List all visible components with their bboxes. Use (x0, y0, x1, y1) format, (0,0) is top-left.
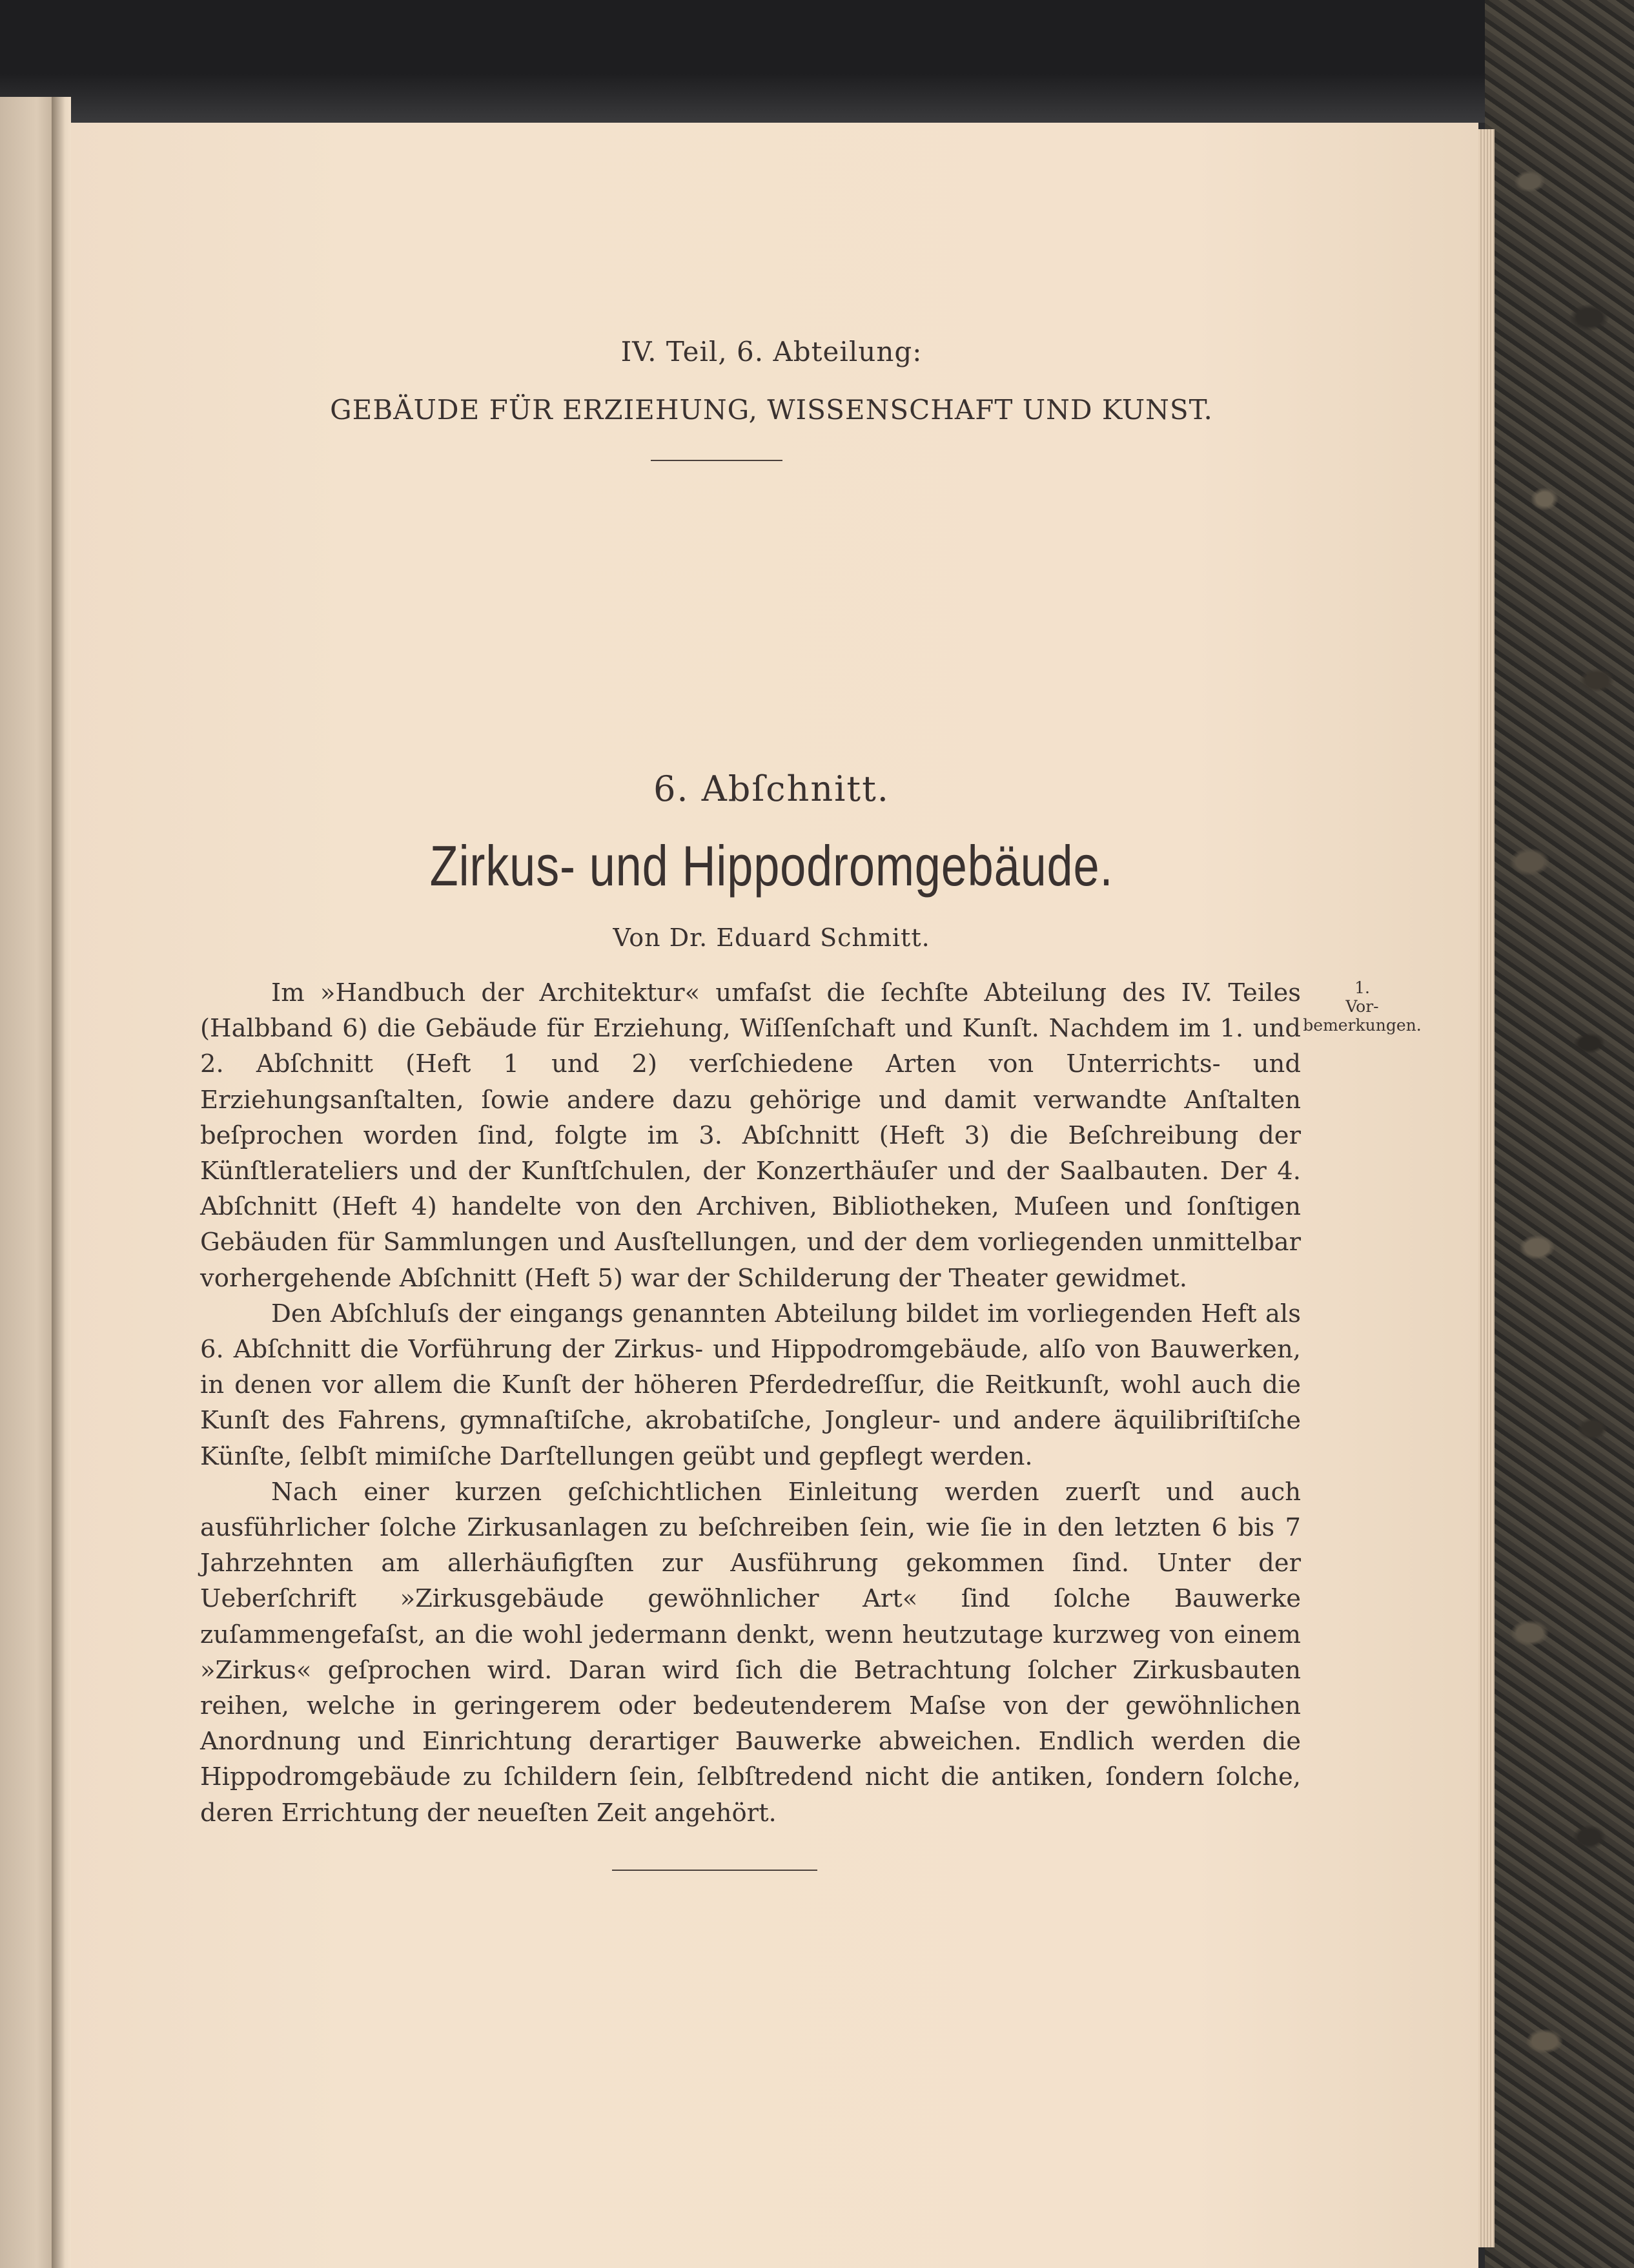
chapter-title: Zirkus- und Hippodromgebäude. (429, 834, 1114, 898)
header-rule (651, 460, 782, 461)
margin-note-label-2: bemerkungen. (1303, 1016, 1422, 1035)
margin-note-label-1: Vor- (1345, 997, 1379, 1016)
author-line (65, 923, 1478, 952)
body-text (200, 975, 1301, 1831)
closing-rule (612, 1870, 817, 1871)
paragraph-3: Nach einer kurzen geſchichtlichen Einleitung werden zuerſt und auch ausführlicher ſolche Zirkusanlagen zu beſchreiben ſein, wie ſie in den letzten 6 bis 7 Jahrzehnten am allerhäufigſten zur Ausführung gekommen ſind. Unter der Ueberſchrift »Zirkusgebäude gewöhnlicher Art« ſind ſolche Bauwerke zuſammengefaſst, an die wohl jedermann denkt, wenn heutzutage kurzweg von einem »Zirkus« geſprochen wird. Daran wird ſich die Betrachtung ſolcher Zirkusbauten reihen, welche in geringerem oder bedeutenderem Maſse von der gewöhnlichen Anordnung und Einrichtung derartiger Bauwerke abweichen. Endlich werden die Hippodromgebäude zu ſchildern ſein, ſelbſtredend nicht die antiken, ſondern ſolche, deren Errichtung der neueſten Zeit angehört. (200, 1477, 1301, 1828)
part-heading: IV. Teil, 6. Abteilung: (620, 336, 923, 367)
author-name: Von Dr. Eduard Schmitt. (613, 923, 930, 952)
paragraph-1: Im »Handbuch der Architektur« umfaſst die ſechſte Abteilung des IV. Teiles (Halbband 6) die Gebäude für Erziehung, Wiſſenſchaft und Kunſt. Nachdem im 1. und 2. Abſchnitt (Heft 1 und 2) verſchiedene Arten von Unterrichts- und Erziehungsanſtalten, ſowie andere dazu gehörige und damit verwandte Anſtalten beſprochen worden ſind, folgte im 3. Abſchnitt (Heft 3) die Beſchreibung der Künſtlerateliers und der Kunſtſchulen, der Konzerthäuſer und der Saalbauten. Der 4. Abſchnitt (Heft 4) handelte von den Archiven, Bibliotheken, Muſeen und ſonſtigen Gebäuden für Sammlungen und Ausſtellungen, und der dem vorliegenden unmittelbar vorhergehende Abſchnitt (Heft 5) war der Schilderung der Theater gewidmet. (200, 978, 1301, 1293)
paragraph-2: Den Abſchluſs der eingangs genannten Abteilung bildet im vorliegenden Heft als 6. Abſchnitt die Vorführung der Zirkus- und Hippodromgebäude, alſo von Bauwerken, in denen vor allem die Kunſt der höheren Pferdedreſſur, die Reitkunſt, wohl auch die Kunſt des Fahrens, gymnaſtiſche, akrobatiſche, Jongleur- und andere äquilibriſtiſche Künſte, ſelbſt mimiſche Darſtellungen geübt und gepflegt werden. (200, 1299, 1301, 1471)
chapter-number: 6. Abſchnitt. (653, 768, 890, 809)
section-heading: GEBÄUDE FÜR ERZIEHUNG, WISSENSCHAFT UND KUNST. (330, 394, 1213, 426)
margin-note-number: 1. (1354, 978, 1370, 997)
marbled-board (1485, 0, 1634, 2268)
book-cover-top (0, 0, 1634, 123)
margin-note (1278, 978, 1446, 1035)
book-page (65, 123, 1478, 2268)
